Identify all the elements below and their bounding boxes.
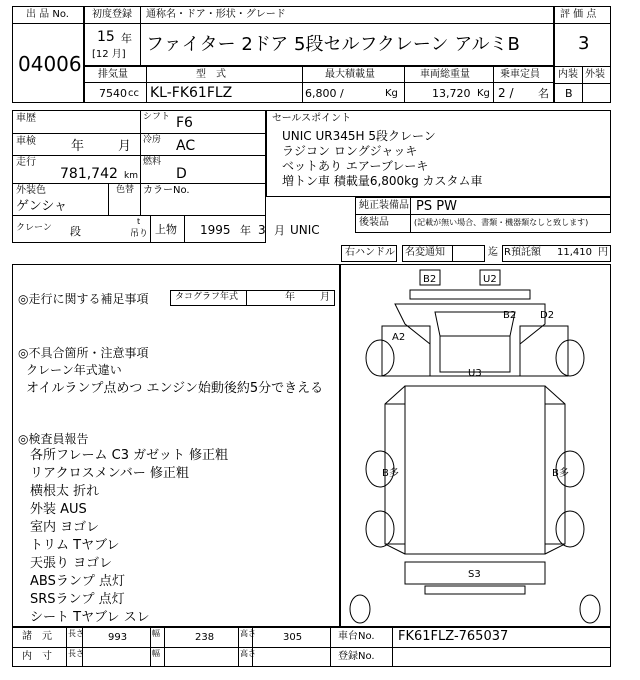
- sales-points-label: セールスポイント: [272, 113, 352, 124]
- aftermarket-label: 後装品: [359, 217, 389, 228]
- height-value: 305: [283, 632, 303, 643]
- ac-value: AC: [176, 138, 196, 154]
- mount-maker: UNIC: [290, 223, 320, 237]
- crane-lift: 吊り: [130, 229, 149, 239]
- interior-score: B: [565, 87, 573, 100]
- mount-year: 1995: [200, 223, 231, 237]
- cargo-roof: [405, 386, 545, 554]
- exterior-label: 外装: [585, 69, 605, 80]
- mark-s3: S3: [468, 569, 481, 580]
- inspection-month: 月: [118, 139, 132, 154]
- inspector-line: シート Tヤブレ スレ: [30, 610, 150, 625]
- color-code-label: 色替: [116, 185, 135, 195]
- wheel: [366, 340, 394, 376]
- lot-number: 04006: [18, 52, 82, 76]
- tachograph-label: タコグラフ年式: [175, 292, 239, 302]
- exterior-color-label: 外装色: [16, 185, 46, 196]
- width-label: 幅: [152, 629, 160, 638]
- right-handle-label: 右ハンドル: [345, 247, 395, 258]
- r-deposit-value: 11,410: [557, 247, 592, 258]
- mark-d2-cab: D2: [540, 310, 555, 321]
- crane-ton: t: [137, 217, 141, 226]
- mount-label: 上物: [155, 223, 177, 236]
- first-reg-month: [12 月]: [92, 49, 126, 60]
- shift-value: F6: [176, 115, 193, 131]
- gross-weight-value: 13,720: [432, 87, 471, 100]
- mount-month-unit: 月: [274, 224, 285, 237]
- cab-outline: [395, 304, 545, 376]
- eval-score: 3: [578, 33, 590, 54]
- capacity-unit: 名: [538, 87, 549, 100]
- history-label: 車歴: [16, 113, 36, 124]
- truck-diagram: [340, 264, 611, 627]
- max-load-label: 最大積載量: [325, 69, 375, 80]
- dims-label: 諸 元: [22, 631, 52, 642]
- mark-u3: U3: [468, 368, 482, 379]
- defects-title: ◎不具合箇所・注意事項: [18, 346, 149, 360]
- chassis-value: FK61FLZ-765037: [398, 629, 509, 644]
- eval-label: 評 価 点: [560, 9, 597, 20]
- mileage-unit: km: [124, 171, 138, 181]
- inspector-line: トリム Tヤブレ: [30, 538, 120, 553]
- cab-roof: [440, 336, 510, 372]
- height-label: 高さ: [240, 649, 256, 658]
- model-label: 型 式: [196, 69, 226, 80]
- model-value: KL-FK61FLZ: [150, 85, 233, 101]
- chassis-label: 車台No.: [338, 631, 375, 642]
- front-bumper-outline: [410, 290, 530, 299]
- exterior-color-value: ゲンシャ: [16, 199, 68, 214]
- sales-point-line: ラジコン ロングジャッキ: [282, 144, 418, 158]
- wheel: [350, 595, 370, 623]
- first-reg-year-unit: 年: [121, 32, 132, 45]
- first-reg-label: 初度登録: [92, 9, 132, 20]
- capacity-value: 2 /: [498, 86, 514, 100]
- inspector-line: ABSランプ 点灯: [30, 574, 125, 589]
- displacement-unit: cc: [128, 88, 139, 99]
- fuel-value: D: [176, 166, 187, 182]
- fuel-label: 燃料: [143, 157, 162, 167]
- width-label: 幅: [152, 649, 160, 658]
- deadline-label: 迄: [488, 247, 498, 258]
- gross-weight-unit: Kg: [477, 88, 490, 99]
- vehicle-name: ファイター 2ドア 5段セルフクレーン アルミB: [146, 34, 520, 55]
- tachograph-month: 月: [320, 292, 330, 303]
- inspector-line: 外装 AUS: [30, 502, 87, 517]
- r-deposit-label: R預託額: [504, 247, 541, 258]
- wheel: [556, 340, 584, 376]
- mark-b-right: B多: [552, 468, 569, 479]
- driving-notes-title: ◎走行に関する補足事項: [18, 292, 149, 306]
- length-label: 長さ: [68, 649, 84, 658]
- displacement-label: 排気量: [98, 69, 128, 80]
- sales-point-line: 増トン車 積載量6,800kg カスタム車: [282, 174, 483, 188]
- sales-point-line: UNIC UR345H 5段クレーン: [282, 129, 436, 143]
- mark-a2: A2: [392, 332, 406, 343]
- mark-b2-top: B2: [423, 274, 437, 285]
- defect-line: クレーン年式違い: [26, 363, 122, 377]
- wheel: [556, 511, 584, 547]
- vehicle-name-label: 通称名・ドア・形状・グレード: [146, 9, 286, 20]
- crane-label: クレーン: [16, 223, 52, 233]
- name-change-label: 名変通知: [405, 247, 445, 258]
- inspector-line: SRSランプ 点灯: [30, 592, 125, 607]
- mark-b-left: B多: [382, 468, 399, 479]
- lot-label: 出 品 No.: [26, 9, 69, 20]
- rear-bumper: [425, 586, 525, 594]
- inspector-title: ◎検査員報告: [18, 432, 89, 446]
- mark-b2-cab: B2: [503, 310, 517, 321]
- aftermarket-note: (記載が無い場合、書類・機器類なしと致します): [414, 218, 589, 227]
- genuine-equipment-label: 純正装備品: [359, 200, 409, 211]
- mark-u2-top: U2: [483, 274, 497, 285]
- left-door: [382, 326, 430, 376]
- mileage-label: 走行: [16, 157, 36, 168]
- ac-label: 冷房: [143, 135, 162, 145]
- length-value: 993: [108, 632, 128, 643]
- capacity-label: 乗車定員: [500, 69, 540, 80]
- inspector-line: 天張り ヨゴレ: [30, 556, 113, 571]
- first-reg-year: 15: [97, 29, 115, 45]
- inspection-year: 年: [71, 139, 85, 154]
- gross-weight-label: 車両総重量: [420, 69, 470, 80]
- r-deposit-unit: 円: [598, 247, 608, 258]
- crane-stage: 段: [70, 225, 81, 238]
- mount-year-unit: 年: [240, 224, 251, 237]
- displacement-value: 7540: [99, 87, 127, 100]
- max-load-value: 6,800 /: [305, 87, 344, 100]
- mount-month: 3: [258, 223, 266, 237]
- wheel: [580, 595, 600, 623]
- color-no-label: カラーNo.: [143, 185, 190, 196]
- right-door: [520, 326, 568, 376]
- inspector-line: 室内 ヨゴレ: [30, 520, 100, 535]
- inspector-line: 各所フレーム C3 ガゼット 修正粗: [30, 448, 228, 463]
- inspector-line: リアクロスメンバー 修正粗: [30, 466, 189, 481]
- defect-line: オイルランプ点めつ エンジン始動後約5分できえる: [26, 381, 324, 396]
- wheel: [366, 511, 394, 547]
- width-value: 238: [195, 632, 215, 643]
- mileage-value: 781,742: [60, 166, 118, 182]
- length-label: 長さ: [68, 629, 84, 638]
- inspector-line: 横根太 折れ: [30, 484, 100, 499]
- genuine-equipment-value: PS PW: [416, 199, 457, 214]
- max-load-unit: Kg: [385, 88, 398, 99]
- shift-label: シフト: [143, 112, 171, 122]
- height-label: 高さ: [240, 629, 256, 638]
- tachograph-year: 年: [285, 292, 295, 303]
- sales-point-line: ベットあり エアーブレーキ: [282, 159, 429, 173]
- interior-label: 内装: [558, 69, 578, 80]
- interior-dims-label: 内 寸: [22, 651, 52, 662]
- reg-label: 登録No.: [338, 651, 375, 662]
- inspection-label: 車検: [16, 136, 36, 147]
